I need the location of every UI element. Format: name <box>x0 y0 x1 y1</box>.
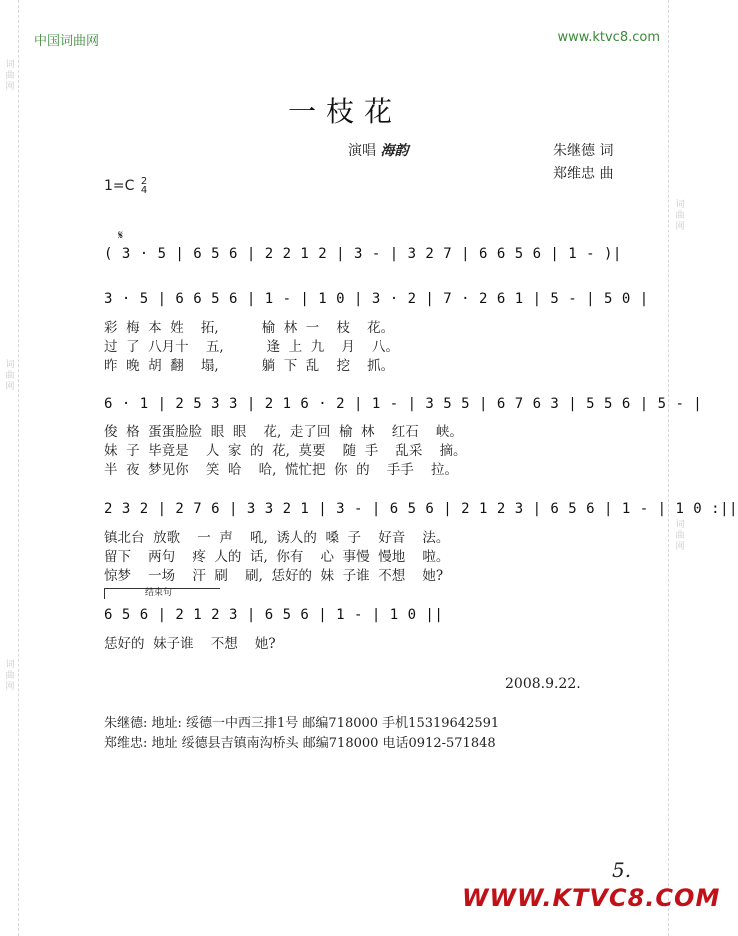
composer-credit: 郑维忠 曲 <box>553 166 614 182</box>
footer-logo-url[interactable]: WWW.KTVC8.COM <box>462 884 721 912</box>
lyrics-line-3-verse-3: 惊梦 一场 汗 刷 刷, 恁好的 妹 子谁 不想 她? <box>104 568 444 584</box>
side-watermark: 词曲网 <box>5 660 15 692</box>
side-watermark: 词曲网 <box>675 200 685 232</box>
song-title: 一枝花 <box>287 95 402 128</box>
lyrics-line-3-verse-1: 镇北台 放歌 一 声 吼, 诱人的 嗓 子 好音 法。 <box>104 530 450 546</box>
composition-date: 2008.9.22. <box>505 676 581 692</box>
lyrics-line-2-verse-1: 俊 格 蛋蛋脸脸 眼 眼 花, 走了回 榆 林 红石 峡。 <box>104 424 463 440</box>
singer-label: 演唱 <box>348 143 376 159</box>
score-line-3: 2 3 2 | 2 7 6 | 3 3 2 1 | 3 - | 6 5 6 | 2 1 2 3 | 6 5 6 | 1 - | 1 0 :|| <box>104 501 738 517</box>
score-line-1: 3 · 5 | 6 6 5 6 | 1 - | 1 0 | 3 · 2 | 7 · 2 6 1 | 5 - | 5 0 | <box>104 291 649 307</box>
score-intro: ( 3 · 5 | 6 5 6 | 2 2 1 2 | 3 - | 3 2 7 | 6 6 5 6 | 1 - )| <box>104 246 622 262</box>
key-signature <box>104 177 147 195</box>
score-line-2: 6 · 1 | 2 5 3 3 | 2 1 6 · 2 | 1 - | 3 5 5 | 6 7 6 3 | 5 5 6 | 5 - | <box>104 396 703 412</box>
ending-label: 结束句 <box>145 588 173 598</box>
side-watermark: 词曲网 <box>675 520 685 552</box>
side-watermark: 词曲网 <box>5 60 15 92</box>
right-margin-line <box>668 0 669 936</box>
lyrics-line-4: 恁好的 妹子谁 不想 她? <box>104 636 276 652</box>
lyrics-line-1-verse-3: 昨 晚 胡 翻 塌, 躺 下 乱 挖 抓。 <box>104 358 395 374</box>
lyrics-line-1-verse-2: 过 了 八月十 五, 逢 上 九 月 八。 <box>104 339 400 355</box>
page-number: 5. <box>612 858 632 882</box>
contact-composer: 郑维忠: 地址 绥德县吉镇南沟桥头 邮编718000 电话0912-571848 <box>104 736 496 751</box>
left-margin-line <box>18 0 19 936</box>
singer-name: 海韵 <box>380 143 409 159</box>
lyrics-line-2-verse-3: 半 夜 梦见你 笑 哈 哈, 慌忙把 你 的 手手 拉。 <box>104 462 458 478</box>
lyricist-credit: 朱继德 词 <box>553 143 614 159</box>
segno-mark: 𝄋 <box>118 228 124 242</box>
score-line-4: 6 5 6 | 2 1 2 3 | 6 5 6 | 1 - | 1 0 || <box>104 607 444 623</box>
singer-credit <box>348 140 408 160</box>
side-watermark: 词曲网 <box>5 360 15 392</box>
time-signature: 2 4 <box>140 176 148 196</box>
lyrics-line-2-verse-2: 妹 子 毕竟是 人 家 的 花, 莫要 随 手 乱采 摘。 <box>104 443 467 459</box>
key-label: 1=C <box>104 178 135 194</box>
lyrics-line-3-verse-2: 留下 两句 疼 人的 话, 你有 心 事慢 慢地 啦。 <box>104 549 450 565</box>
contact-lyricist: 朱继德: 地址: 绥德一中西三排1号 邮编718000 手机15319642591 <box>104 716 500 731</box>
lyrics-line-1-verse-1: 彩 梅 本 姓 拓, 榆 林 一 枝 花。 <box>104 320 395 336</box>
site-url-link[interactable]: www.ktvc8.com <box>557 30 660 45</box>
site-name-link[interactable]: 中国词曲网 <box>34 34 100 49</box>
